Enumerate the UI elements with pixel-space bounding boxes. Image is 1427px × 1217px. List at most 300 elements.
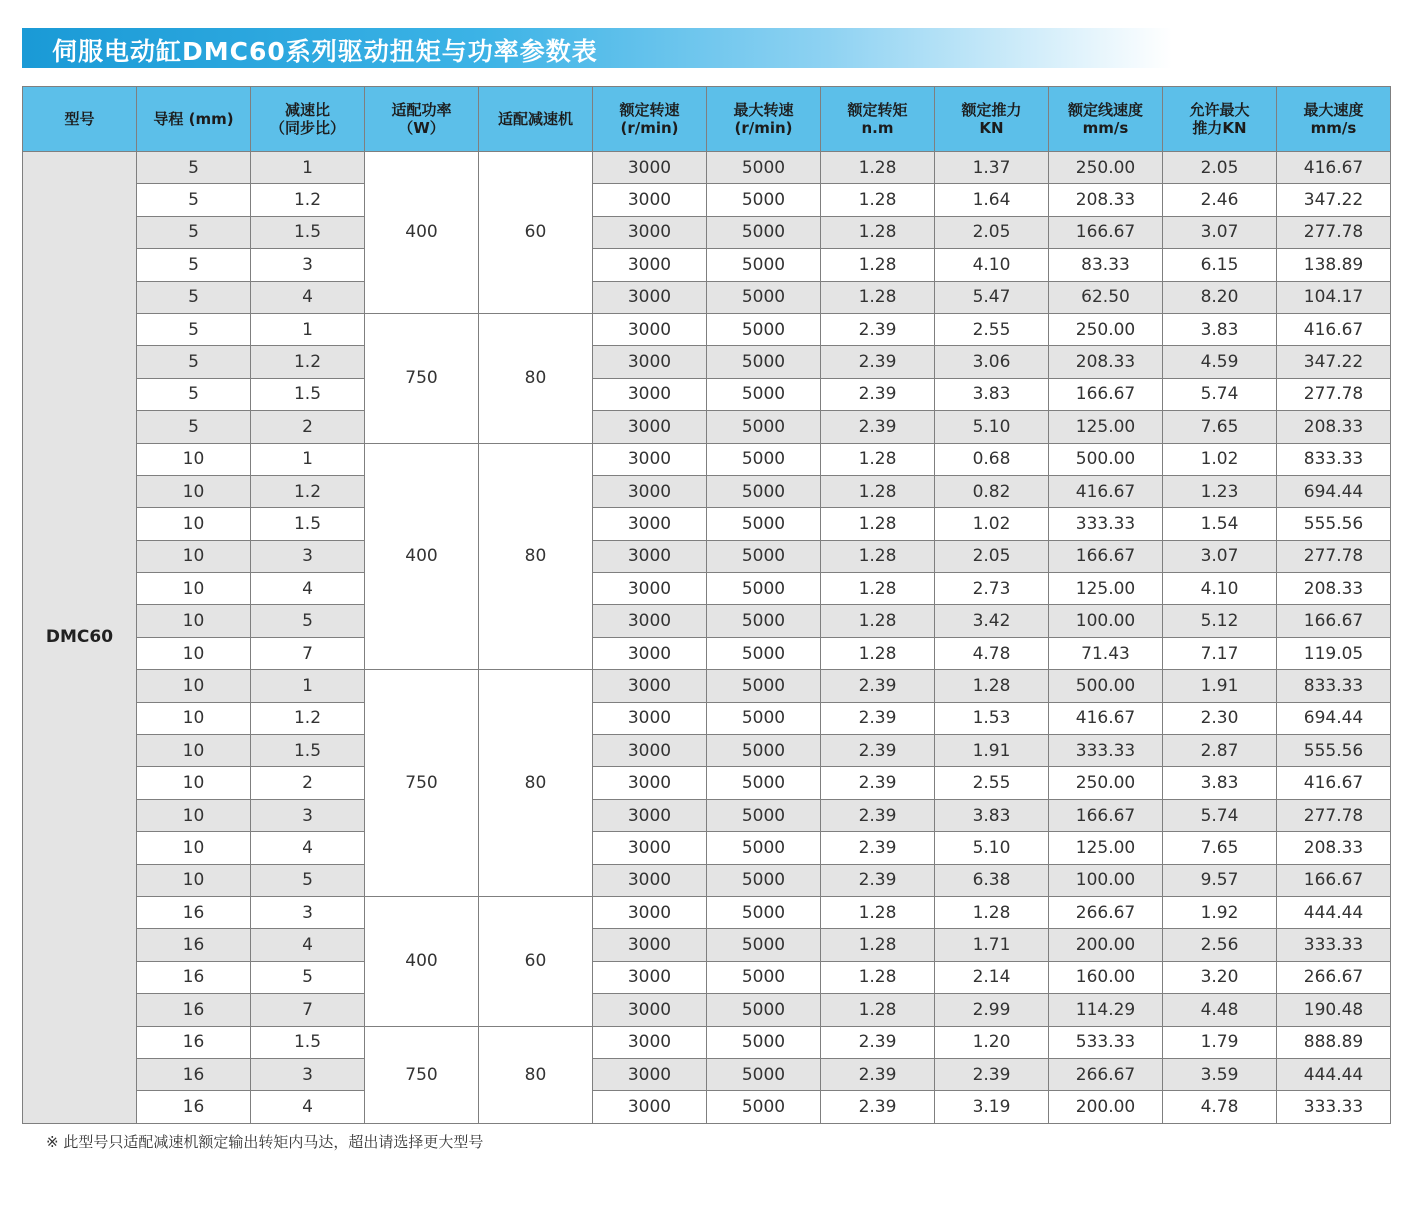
ratio-cell: 1.2 [251, 346, 365, 378]
rated-speed-cell: 3000 [593, 702, 707, 734]
max-thrust-cell: 7.65 [1163, 832, 1277, 864]
rated-thrust-cell: 5.10 [935, 411, 1049, 443]
max-linear-speed-cell: 277.78 [1277, 216, 1391, 248]
footnote: ※ 此型号只适配减速机额定输出转矩内马达，超出请选择更大型号 [46, 1133, 484, 1151]
rated-linear-speed-cell: 125.00 [1049, 573, 1163, 605]
lead-cell: 5 [137, 378, 251, 410]
lead-cell: 16 [137, 1026, 251, 1058]
max-thrust-cell: 4.78 [1163, 1091, 1277, 1123]
lead-cell: 10 [137, 637, 251, 669]
reducer-cell: 80 [479, 443, 593, 670]
lead-cell: 5 [137, 346, 251, 378]
power-cell: 400 [365, 443, 479, 670]
max-linear-speed-cell: 119.05 [1277, 637, 1391, 669]
rated-linear-speed-cell: 266.67 [1049, 1058, 1163, 1090]
ratio-cell: 7 [251, 637, 365, 669]
ratio-cell: 1 [251, 152, 365, 184]
column-header-line: 允许最大 [1189, 101, 1250, 119]
reducer-cell: 60 [479, 896, 593, 1026]
ratio-cell: 5 [251, 605, 365, 637]
table-row [23, 508, 1391, 540]
rated-linear-speed-cell: 266.67 [1049, 896, 1163, 928]
lead-cell: 10 [137, 670, 251, 702]
rated-torque-cell: 2.39 [821, 1058, 935, 1090]
table-row [23, 184, 1391, 216]
table-row [23, 249, 1391, 281]
lead-cell: 16 [137, 1058, 251, 1090]
rated-thrust-cell: 5.10 [935, 832, 1049, 864]
ratio-cell: 4 [251, 832, 365, 864]
rated-speed-cell: 3000 [593, 832, 707, 864]
max-linear-speed-cell: 166.67 [1277, 864, 1391, 896]
lead-cell: 10 [137, 832, 251, 864]
power-cell: 400 [365, 896, 479, 1026]
lead-cell: 10 [137, 573, 251, 605]
lead-cell: 16 [137, 929, 251, 961]
max-speed-cell: 5000 [707, 411, 821, 443]
rated-thrust-cell: 2.73 [935, 573, 1049, 605]
max-thrust-cell: 2.56 [1163, 929, 1277, 961]
rated-torque-cell: 1.28 [821, 573, 935, 605]
rated-thrust-cell: 1.37 [935, 152, 1049, 184]
max-speed-cell: 5000 [707, 702, 821, 734]
rated-torque-cell: 1.28 [821, 184, 935, 216]
max-linear-speed-cell: 266.67 [1277, 961, 1391, 993]
rated-torque-cell: 1.28 [821, 896, 935, 928]
rated-linear-speed-cell: 333.33 [1049, 508, 1163, 540]
rated-torque-cell: 1.28 [821, 605, 935, 637]
max-linear-speed-cell: 277.78 [1277, 378, 1391, 410]
column-header [593, 87, 707, 152]
max-thrust-cell: 1.79 [1163, 1026, 1277, 1058]
column-header-line: (r/min) [734, 119, 793, 137]
table-row [23, 864, 1391, 896]
rated-torque-cell: 2.39 [821, 313, 935, 345]
ratio-cell: 1.2 [251, 475, 365, 507]
rated-linear-speed-cell: 500.00 [1049, 670, 1163, 702]
ratio-cell: 1.5 [251, 735, 365, 767]
rated-speed-cell: 3000 [593, 961, 707, 993]
rated-speed-cell: 3000 [593, 896, 707, 928]
max-thrust-cell: 1.02 [1163, 443, 1277, 475]
table-row [23, 670, 1391, 702]
max-linear-speed-cell: 833.33 [1277, 443, 1391, 475]
ratio-cell: 4 [251, 573, 365, 605]
ratio-cell: 2 [251, 411, 365, 443]
rated-linear-speed-cell: 71.43 [1049, 637, 1163, 669]
rated-speed-cell: 3000 [593, 1026, 707, 1058]
column-header-line: （W） [398, 119, 445, 137]
rated-linear-speed-cell: 166.67 [1049, 378, 1163, 410]
rated-thrust-cell: 0.82 [935, 475, 1049, 507]
rated-torque-cell: 2.39 [821, 799, 935, 831]
rated-thrust-cell: 1.91 [935, 735, 1049, 767]
lead-cell: 5 [137, 281, 251, 313]
rated-thrust-cell: 3.83 [935, 378, 1049, 410]
rated-speed-cell: 3000 [593, 152, 707, 184]
lead-cell: 5 [137, 249, 251, 281]
max-speed-cell: 5000 [707, 670, 821, 702]
rated-thrust-cell: 0.68 [935, 443, 1049, 475]
rated-speed-cell: 3000 [593, 249, 707, 281]
max-thrust-cell: 4.10 [1163, 573, 1277, 605]
rated-thrust-cell: 1.02 [935, 508, 1049, 540]
column-header-line: 额定转速 [619, 101, 680, 119]
rated-linear-speed-cell: 416.67 [1049, 475, 1163, 507]
lead-cell: 10 [137, 605, 251, 637]
table-row [23, 799, 1391, 831]
table-row [23, 411, 1391, 443]
column-header [821, 87, 935, 152]
column-header-line: KN [979, 119, 1004, 137]
max-thrust-cell: 1.54 [1163, 508, 1277, 540]
rated-thrust-cell: 2.99 [935, 994, 1049, 1026]
rated-torque-cell: 2.39 [821, 767, 935, 799]
ratio-cell: 4 [251, 1091, 365, 1123]
max-thrust-cell: 3.59 [1163, 1058, 1277, 1090]
rated-torque-cell: 2.39 [821, 864, 935, 896]
ratio-cell: 1.5 [251, 508, 365, 540]
max-linear-speed-cell: 208.33 [1277, 411, 1391, 443]
column-header [1277, 87, 1391, 152]
ratio-cell: 3 [251, 799, 365, 831]
max-linear-speed-cell: 694.44 [1277, 702, 1391, 734]
max-speed-cell: 5000 [707, 313, 821, 345]
rated-torque-cell: 1.28 [821, 475, 935, 507]
rated-speed-cell: 3000 [593, 378, 707, 410]
max-speed-cell: 5000 [707, 896, 821, 928]
column-header-line: 减速比 [284, 101, 330, 119]
rated-linear-speed-cell: 160.00 [1049, 961, 1163, 993]
table-header-row [23, 87, 1391, 152]
column-header [251, 87, 365, 152]
max-speed-cell: 5000 [707, 443, 821, 475]
ratio-cell: 3 [251, 249, 365, 281]
ratio-cell: 5 [251, 864, 365, 896]
rated-torque-cell: 1.28 [821, 443, 935, 475]
column-header [365, 87, 479, 152]
title-bar [22, 28, 1172, 68]
table-row [23, 1091, 1391, 1123]
max-linear-speed-cell: 166.67 [1277, 605, 1391, 637]
ratio-cell: 1 [251, 670, 365, 702]
max-speed-cell: 5000 [707, 735, 821, 767]
max-thrust-cell: 5.74 [1163, 378, 1277, 410]
power-cell: 750 [365, 313, 479, 443]
max-thrust-cell: 5.12 [1163, 605, 1277, 637]
lead-cell: 16 [137, 896, 251, 928]
max-linear-speed-cell: 347.22 [1277, 184, 1391, 216]
table-row [23, 540, 1391, 572]
rated-thrust-cell: 1.53 [935, 702, 1049, 734]
max-thrust-cell: 1.23 [1163, 475, 1277, 507]
table-row [23, 475, 1391, 507]
rated-linear-speed-cell: 125.00 [1049, 411, 1163, 443]
rated-torque-cell: 1.28 [821, 637, 935, 669]
column-header [935, 87, 1049, 152]
column-header-line: 最大速度 [1303, 101, 1364, 119]
ratio-cell: 1.5 [251, 216, 365, 248]
table-row [23, 573, 1391, 605]
column-header [137, 87, 251, 152]
column-header-line: mm/s [1082, 119, 1129, 137]
rated-linear-speed-cell: 166.67 [1049, 799, 1163, 831]
max-linear-speed-cell: 277.78 [1277, 799, 1391, 831]
table-row [23, 152, 1391, 184]
max-thrust-cell: 7.17 [1163, 637, 1277, 669]
rated-speed-cell: 3000 [593, 184, 707, 216]
column-header-line: 型号 [64, 110, 95, 128]
rated-torque-cell: 1.28 [821, 152, 935, 184]
rated-speed-cell: 3000 [593, 605, 707, 637]
max-speed-cell: 5000 [707, 961, 821, 993]
max-speed-cell: 5000 [707, 864, 821, 896]
rated-torque-cell: 2.39 [821, 411, 935, 443]
rated-speed-cell: 3000 [593, 411, 707, 443]
rated-speed-cell: 3000 [593, 540, 707, 572]
lead-cell: 10 [137, 864, 251, 896]
max-speed-cell: 5000 [707, 249, 821, 281]
lead-cell: 5 [137, 216, 251, 248]
column-header [707, 87, 821, 152]
ratio-cell: 7 [251, 994, 365, 1026]
max-linear-speed-cell: 138.89 [1277, 249, 1391, 281]
column-header-line: 适配功率 [391, 101, 452, 119]
table-row [23, 929, 1391, 961]
max-speed-cell: 5000 [707, 832, 821, 864]
rated-thrust-cell: 2.05 [935, 216, 1049, 248]
rated-linear-speed-cell: 416.67 [1049, 702, 1163, 734]
rated-thrust-cell: 3.42 [935, 605, 1049, 637]
rated-torque-cell: 2.39 [821, 378, 935, 410]
rated-linear-speed-cell: 250.00 [1049, 767, 1163, 799]
rated-thrust-cell: 2.55 [935, 313, 1049, 345]
lead-cell: 16 [137, 994, 251, 1026]
column-header-line: 导程 (mm) [153, 110, 234, 128]
column-header-line: 最大转速 [733, 101, 794, 119]
table-row [23, 961, 1391, 993]
column-header-line: (r/min) [620, 119, 679, 137]
rated-thrust-cell: 2.14 [935, 961, 1049, 993]
rated-speed-cell: 3000 [593, 313, 707, 345]
reducer-cell: 60 [479, 152, 593, 314]
rated-speed-cell: 3000 [593, 508, 707, 540]
rated-thrust-cell: 3.83 [935, 799, 1049, 831]
max-speed-cell: 5000 [707, 1091, 821, 1123]
reducer-cell: 80 [479, 313, 593, 443]
reducer-cell: 80 [479, 1026, 593, 1123]
max-speed-cell: 5000 [707, 475, 821, 507]
rated-linear-speed-cell: 125.00 [1049, 832, 1163, 864]
power-cell: 750 [365, 1026, 479, 1123]
max-thrust-cell: 2.46 [1163, 184, 1277, 216]
max-thrust-cell: 2.05 [1163, 152, 1277, 184]
rated-torque-cell: 1.28 [821, 994, 935, 1026]
max-speed-cell: 5000 [707, 637, 821, 669]
table-row [23, 346, 1391, 378]
max-thrust-cell: 3.20 [1163, 961, 1277, 993]
rated-linear-speed-cell: 100.00 [1049, 605, 1163, 637]
max-linear-speed-cell: 416.67 [1277, 152, 1391, 184]
ratio-cell: 4 [251, 929, 365, 961]
max-linear-speed-cell: 888.89 [1277, 1026, 1391, 1058]
max-linear-speed-cell: 104.17 [1277, 281, 1391, 313]
column-header [1049, 87, 1163, 152]
max-speed-cell: 5000 [707, 540, 821, 572]
max-linear-speed-cell: 444.44 [1277, 1058, 1391, 1090]
column-header-line: 适配减速机 [497, 110, 573, 128]
max-speed-cell: 5000 [707, 508, 821, 540]
rated-torque-cell: 1.28 [821, 281, 935, 313]
max-speed-cell: 5000 [707, 152, 821, 184]
rated-linear-speed-cell: 200.00 [1049, 929, 1163, 961]
rated-torque-cell: 1.28 [821, 961, 935, 993]
rated-speed-cell: 3000 [593, 799, 707, 831]
rated-torque-cell: 1.28 [821, 249, 935, 281]
table-row [23, 702, 1391, 734]
rated-torque-cell: 2.39 [821, 346, 935, 378]
table-row [23, 767, 1391, 799]
rated-speed-cell: 3000 [593, 864, 707, 896]
rated-linear-speed-cell: 166.67 [1049, 216, 1163, 248]
table-row [23, 896, 1391, 928]
rated-speed-cell: 3000 [593, 637, 707, 669]
rated-speed-cell: 3000 [593, 1058, 707, 1090]
rated-thrust-cell: 2.55 [935, 767, 1049, 799]
rated-thrust-cell: 5.47 [935, 281, 1049, 313]
rated-thrust-cell: 1.20 [935, 1026, 1049, 1058]
rated-speed-cell: 3000 [593, 994, 707, 1026]
rated-linear-speed-cell: 166.67 [1049, 540, 1163, 572]
max-speed-cell: 5000 [707, 994, 821, 1026]
lead-cell: 5 [137, 411, 251, 443]
max-linear-speed-cell: 555.56 [1277, 735, 1391, 767]
max-linear-speed-cell: 416.67 [1277, 767, 1391, 799]
ratio-cell: 3 [251, 540, 365, 572]
lead-cell: 10 [137, 443, 251, 475]
rated-thrust-cell: 1.64 [935, 184, 1049, 216]
rated-thrust-cell: 1.71 [935, 929, 1049, 961]
ratio-cell: 1.5 [251, 1026, 365, 1058]
rated-torque-cell: 2.39 [821, 1026, 935, 1058]
rated-speed-cell: 3000 [593, 443, 707, 475]
ratio-cell: 2 [251, 767, 365, 799]
ratio-cell: 1.5 [251, 378, 365, 410]
max-thrust-cell: 4.48 [1163, 994, 1277, 1026]
rated-linear-speed-cell: 500.00 [1049, 443, 1163, 475]
rated-torque-cell: 2.39 [821, 735, 935, 767]
rated-speed-cell: 3000 [593, 216, 707, 248]
rated-linear-speed-cell: 83.33 [1049, 249, 1163, 281]
table-row [23, 1058, 1391, 1090]
max-speed-cell: 5000 [707, 281, 821, 313]
model-cell: DMC60 [23, 152, 137, 1124]
column-header-line: n.m [861, 119, 894, 137]
reducer-cell: 80 [479, 670, 593, 897]
lead-cell: 10 [137, 540, 251, 572]
column-header-line: 推力KN [1192, 119, 1247, 137]
rated-speed-cell: 3000 [593, 573, 707, 605]
max-thrust-cell: 6.15 [1163, 249, 1277, 281]
column-header-line: 额定转矩 [847, 101, 908, 119]
lead-cell: 10 [137, 702, 251, 734]
page-title: 伺服电动缸DMC60系列驱动扭矩与功率参数表 [52, 37, 598, 66]
lead-cell: 5 [137, 313, 251, 345]
rated-torque-cell: 2.39 [821, 670, 935, 702]
rated-speed-cell: 3000 [593, 1091, 707, 1123]
max-speed-cell: 5000 [707, 573, 821, 605]
rated-thrust-cell: 4.10 [935, 249, 1049, 281]
ratio-cell: 1.2 [251, 184, 365, 216]
rated-linear-speed-cell: 114.29 [1049, 994, 1163, 1026]
rated-speed-cell: 3000 [593, 475, 707, 507]
max-speed-cell: 5000 [707, 378, 821, 410]
max-linear-speed-cell: 333.33 [1277, 929, 1391, 961]
lead-cell: 16 [137, 961, 251, 993]
table-row [23, 605, 1391, 637]
rated-torque-cell: 1.28 [821, 929, 935, 961]
max-thrust-cell: 7.65 [1163, 411, 1277, 443]
rated-linear-speed-cell: 533.33 [1049, 1026, 1163, 1058]
max-linear-speed-cell: 190.48 [1277, 994, 1391, 1026]
table-row [23, 735, 1391, 767]
ratio-cell: 4 [251, 281, 365, 313]
rated-linear-speed-cell: 100.00 [1049, 864, 1163, 896]
rated-thrust-cell: 2.05 [935, 540, 1049, 572]
max-thrust-cell: 3.07 [1163, 540, 1277, 572]
table-body [23, 152, 1391, 1124]
rated-torque-cell: 1.28 [821, 216, 935, 248]
ratio-cell: 5 [251, 961, 365, 993]
column-header [23, 87, 137, 152]
max-thrust-cell: 5.74 [1163, 799, 1277, 831]
column-header-line: 额定线速度 [1067, 101, 1143, 119]
lead-cell: 10 [137, 735, 251, 767]
column-header-line: （同步比） [269, 119, 345, 137]
max-linear-speed-cell: 277.78 [1277, 540, 1391, 572]
max-thrust-cell: 9.57 [1163, 864, 1277, 896]
max-speed-cell: 5000 [707, 184, 821, 216]
table-row [23, 832, 1391, 864]
rated-thrust-cell: 1.28 [935, 670, 1049, 702]
table-row [23, 994, 1391, 1026]
max-speed-cell: 5000 [707, 799, 821, 831]
table-row [23, 378, 1391, 410]
column-header-line: 额定推力 [961, 101, 1022, 119]
lead-cell: 10 [137, 508, 251, 540]
max-speed-cell: 5000 [707, 605, 821, 637]
rated-torque-cell: 2.39 [821, 1091, 935, 1123]
max-thrust-cell: 8.20 [1163, 281, 1277, 313]
rated-linear-speed-cell: 250.00 [1049, 152, 1163, 184]
ratio-cell: 1 [251, 443, 365, 475]
lead-cell: 10 [137, 799, 251, 831]
lead-cell: 10 [137, 475, 251, 507]
ratio-cell: 1 [251, 313, 365, 345]
table-row [23, 281, 1391, 313]
max-thrust-cell: 3.07 [1163, 216, 1277, 248]
max-thrust-cell: 1.91 [1163, 670, 1277, 702]
max-thrust-cell: 3.83 [1163, 313, 1277, 345]
rated-thrust-cell: 4.78 [935, 637, 1049, 669]
rated-thrust-cell: 3.19 [935, 1091, 1049, 1123]
rated-torque-cell: 2.39 [821, 702, 935, 734]
max-speed-cell: 5000 [707, 767, 821, 799]
rated-torque-cell: 1.28 [821, 540, 935, 572]
max-speed-cell: 5000 [707, 216, 821, 248]
rated-linear-speed-cell: 208.33 [1049, 346, 1163, 378]
rated-speed-cell: 3000 [593, 767, 707, 799]
